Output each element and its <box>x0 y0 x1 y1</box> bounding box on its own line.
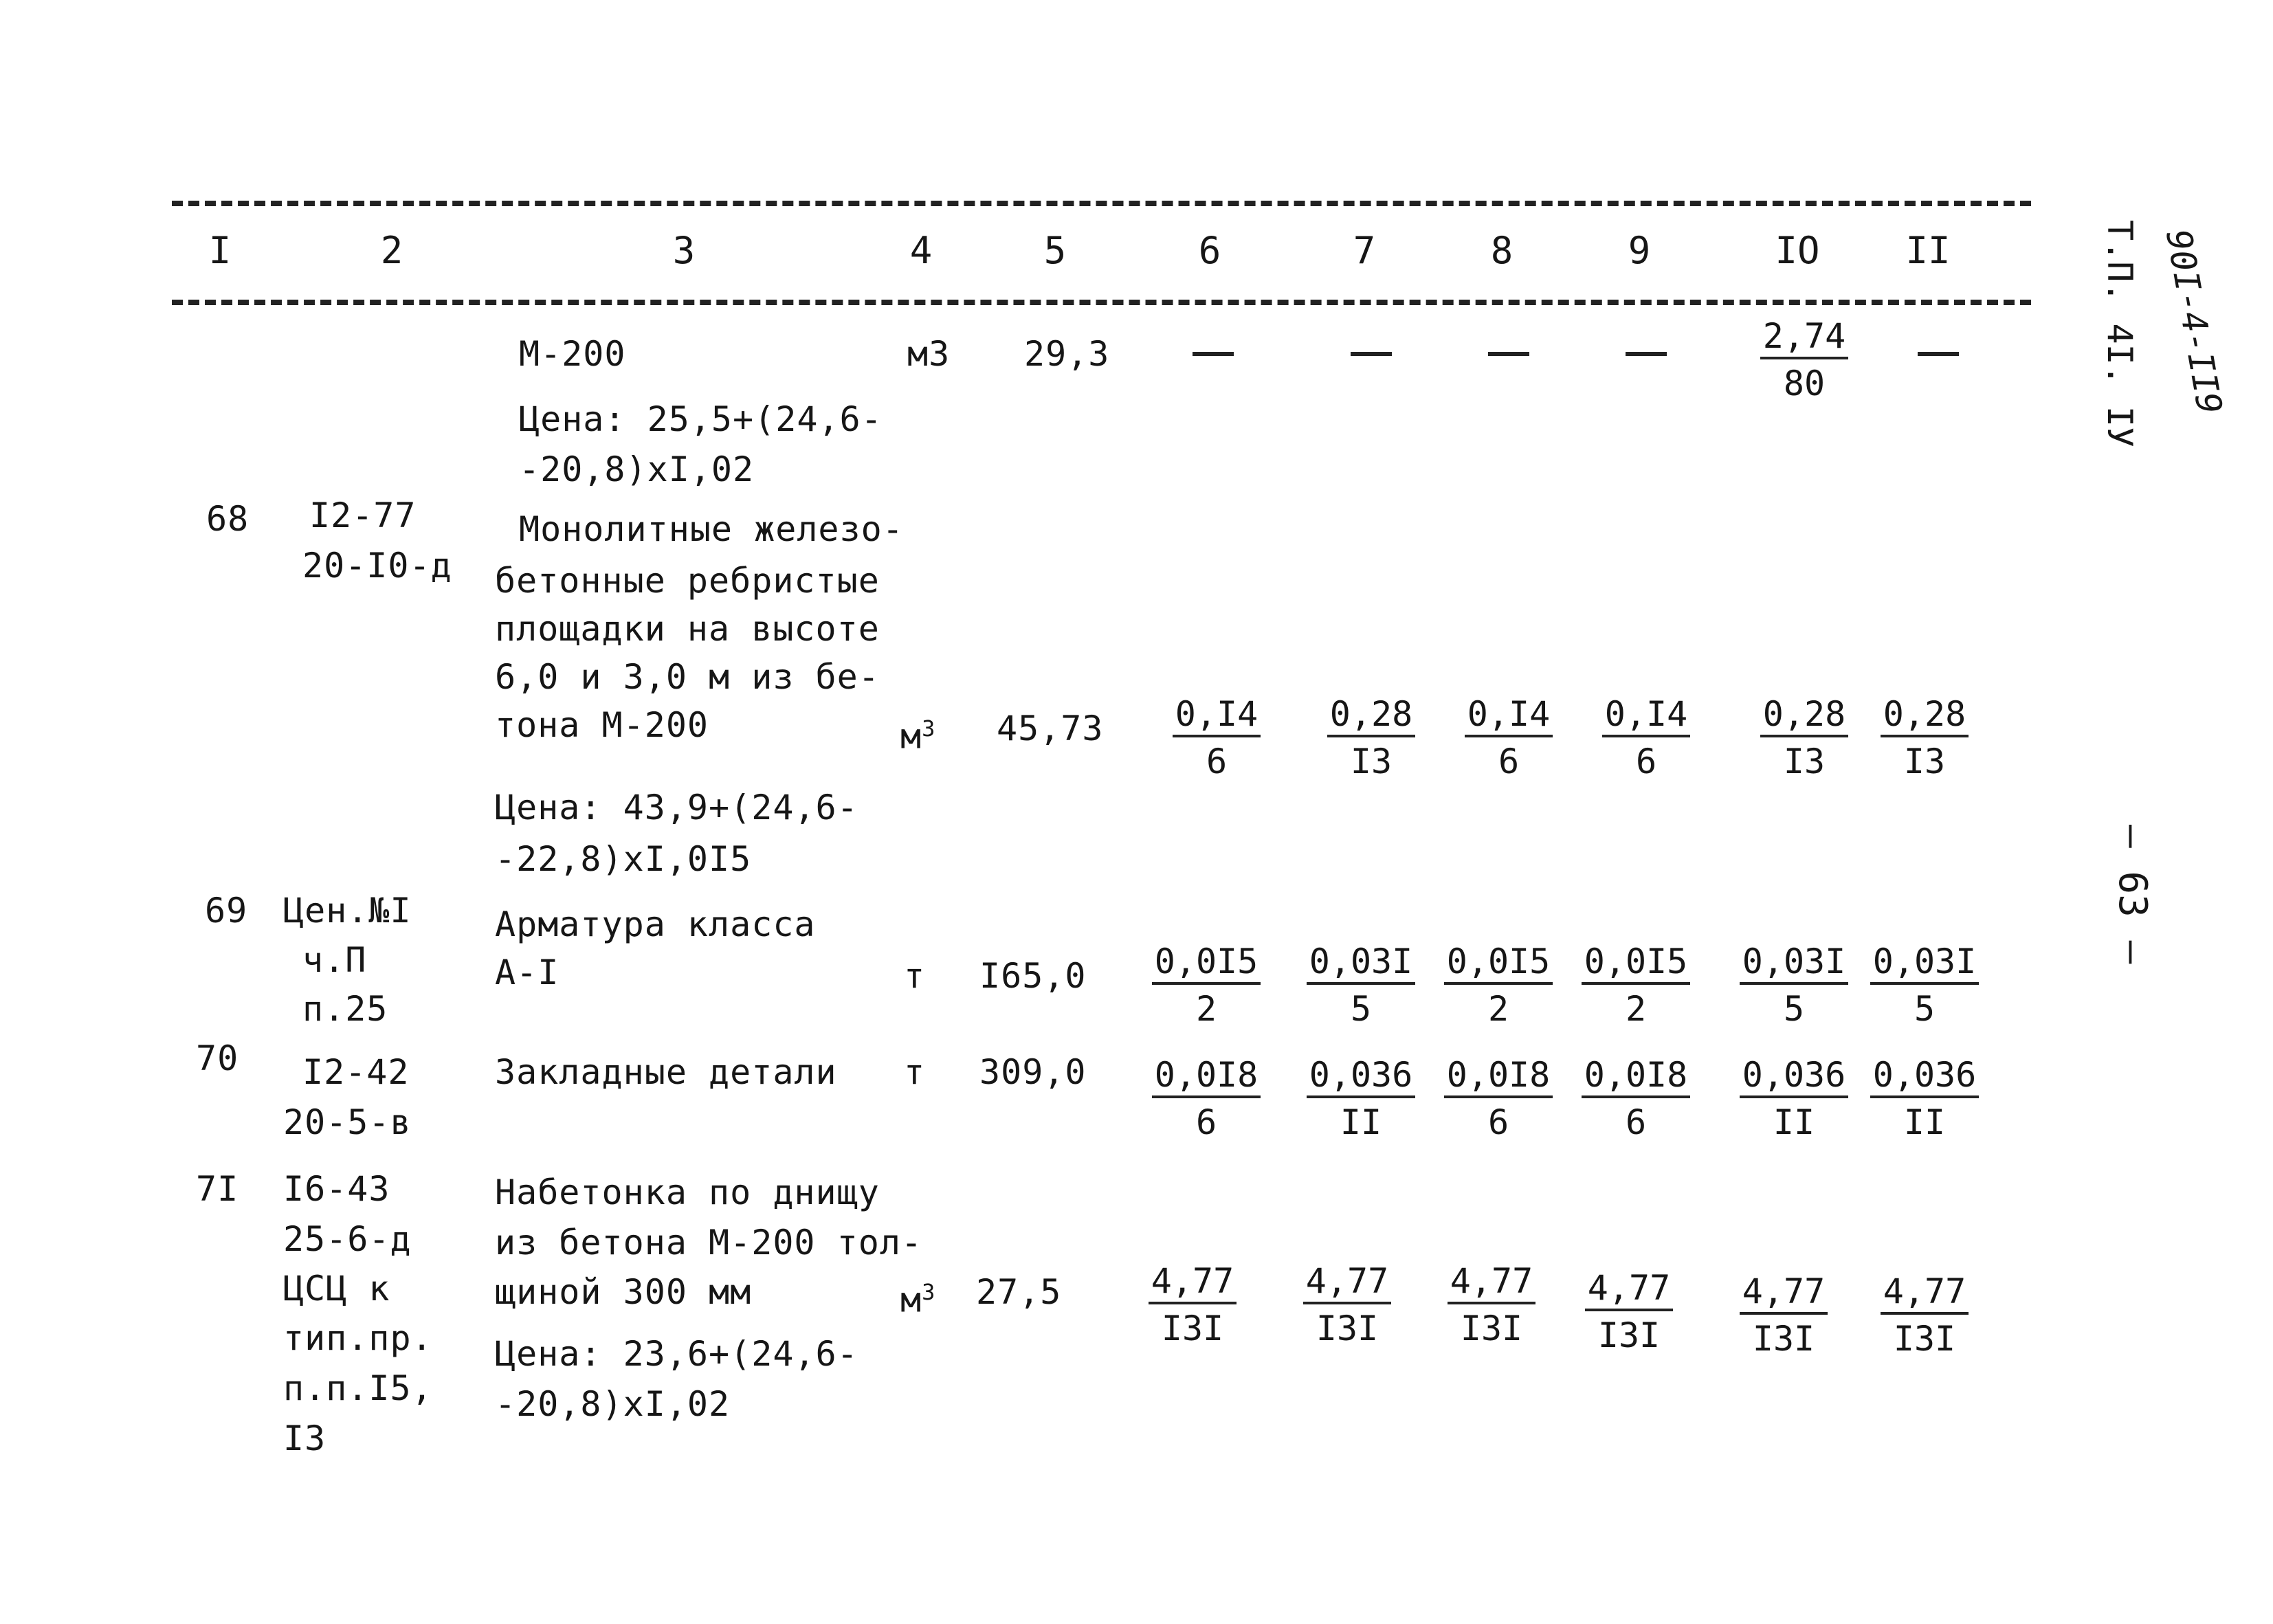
row71-number: 7I <box>196 1169 239 1209</box>
row69-col8: $\frac{0,0I5}{2}$ <box>1440 938 1557 1033</box>
row70-col9: $\frac{0,0I8}{6}$ <box>1577 1052 1694 1146</box>
row69-col9: $\frac{0,0I5}{2}$ <box>1577 938 1694 1033</box>
col-header-4: 4 <box>909 229 933 272</box>
side-handwritten-note: 90I-4-II9 <box>2158 226 2230 417</box>
row68-code2: 20-I0-д <box>302 546 452 586</box>
row70-number: 70 <box>196 1038 239 1078</box>
row71-desc-line1: Набетонка по днищу <box>495 1172 880 1212</box>
col-header-7: 7 <box>1353 229 1376 272</box>
row68-number: 68 <box>206 499 250 539</box>
row71-code-line4: тип.пр. <box>283 1318 433 1358</box>
row68-desc-line3: площадки на высоте <box>495 609 880 649</box>
row68-col7: $\frac{0,28}{I3}$ <box>1313 691 1430 786</box>
col-header-8: 8 <box>1490 229 1514 272</box>
row71-col9: $\frac{4,77}{I3I}$ <box>1571 1265 1687 1359</box>
row68-col9: $\frac{0,I4}{6}$ <box>1588 691 1705 786</box>
row70-col7: $\frac{0,036}{II}$ <box>1302 1052 1419 1146</box>
cont-dash-9 <box>1626 352 1667 356</box>
row68-desc-line2: бетонные ребристые <box>495 561 880 601</box>
cont-dash-7 <box>1351 352 1392 356</box>
row71-desc-line3: щиной 300 мм <box>495 1272 752 1312</box>
row71-col7: $\frac{4,77}{I3I}$ <box>1289 1258 1406 1353</box>
row70-unit: т <box>904 1052 926 1092</box>
col-header-6: 6 <box>1198 229 1221 272</box>
row71-col6: $\frac{4,77}{I3I}$ <box>1134 1258 1251 1353</box>
row71-code-line6: I3 <box>283 1419 326 1458</box>
col-header-11: II <box>1905 229 1951 272</box>
row71-desc-line2: из бетона М-200 тол- <box>495 1223 923 1263</box>
row69-code-line1: Цен.№I <box>283 891 412 931</box>
cont-qty: 29,3 <box>1024 334 1110 374</box>
row71-unit: $м^3$ <box>900 1279 936 1320</box>
col-header-9: 9 <box>1628 229 1651 272</box>
cont-dash-11 <box>1918 352 1959 356</box>
row68-col8: $\frac{0,I4}{6}$ <box>1450 691 1567 786</box>
row68-qty: 45,73 <box>997 709 1104 748</box>
col-header-1: I <box>208 229 232 272</box>
col-header-5: 5 <box>1043 229 1067 272</box>
row69-col7: $\frac{0,03I}{5}$ <box>1302 938 1419 1033</box>
col-header-3: 3 <box>672 229 696 272</box>
cont-dash-8 <box>1488 352 1529 356</box>
row70-col10: $\frac{0,036}{II}$ <box>1736 1052 1852 1146</box>
row68-desc-line4: 6,0 и 3,0 м из бе- <box>495 657 880 697</box>
cont-unit: м3 <box>907 334 951 374</box>
row68-unit: $м^3$ <box>900 715 936 757</box>
row71-code-line5: п.п.I5, <box>283 1368 433 1408</box>
row68-desc-line1: Монолитные железо- <box>519 509 904 549</box>
row70-col6: $\frac{0,0I8}{6}$ <box>1148 1052 1265 1146</box>
cont-material: М-200 <box>519 334 626 374</box>
row70-desc: Закладные детали <box>495 1052 837 1092</box>
row69-unit: т <box>904 956 926 996</box>
row68-price-line2: -22,8)хI,0I5 <box>495 839 752 879</box>
row68-price-line1: Цена: 43,9+(24,6- <box>495 788 858 827</box>
row68-code1: I2-77 <box>309 496 417 535</box>
row69-desc-line2: А-I <box>495 953 559 992</box>
row71-code-line3: ЦСЦ к <box>283 1269 390 1309</box>
row68-col11: $\frac{0,28}{I3}$ <box>1866 691 1983 786</box>
header-bottom-rule <box>172 300 2031 305</box>
row70-code-line1: I2-42 <box>302 1052 410 1092</box>
cont-dash-6 <box>1193 352 1234 356</box>
row71-price-line2: -20,8)хI,02 <box>495 1384 731 1424</box>
row71-col11: $\frac{4,77}{I3I}$ <box>1866 1268 1983 1363</box>
row70-col11: $\frac{0,036}{II}$ <box>1866 1052 1983 1146</box>
row71-col10: $\frac{4,77}{I3I}$ <box>1725 1268 1842 1363</box>
row69-desc-line1: Арматура класса <box>495 904 816 944</box>
side-stamp: Т.П. 4I. IУ <box>2100 220 2140 448</box>
row71-price-line1: Цена: 23,6+(24,6- <box>495 1334 858 1374</box>
header-top-rule <box>172 201 2031 206</box>
row69-col10: $\frac{0,03I}{5}$ <box>1736 938 1852 1033</box>
row69-number: 69 <box>205 891 248 931</box>
row69-code-line2: ч.П <box>302 940 367 980</box>
row69-code-line3: п.25 <box>302 989 388 1029</box>
row68-col6: $\frac{0,I4}{6}$ <box>1158 691 1275 786</box>
row70-qty: 309,0 <box>979 1052 1087 1092</box>
row71-col8: $\frac{4,77}{I3I}$ <box>1433 1258 1550 1353</box>
row69-col11: $\frac{0,03I}{5}$ <box>1866 938 1983 1033</box>
row68-desc-line5: тона М-200 <box>495 705 709 745</box>
cont-col10-value: $\frac{2,74}{80}$ <box>1746 313 1863 408</box>
col-header-2: 2 <box>380 229 403 272</box>
row69-qty: I65,0 <box>979 956 1087 996</box>
col-header-10: IO <box>1775 229 1820 272</box>
page-number: – 63 – <box>2110 825 2155 964</box>
row71-code-line1: I6-43 <box>283 1169 390 1209</box>
row69-col6: $\frac{0,0I5}{2}$ <box>1148 938 1265 1033</box>
row71-qty: 27,5 <box>976 1272 1062 1312</box>
cont-price-line1: Цена: 25,5+(24,6- <box>519 399 883 439</box>
row70-code-line2: 20-5-в <box>283 1102 412 1142</box>
row70-col8: $\frac{0,0I8}{6}$ <box>1440 1052 1557 1146</box>
row68-col10: $\frac{0,28}{I3}$ <box>1746 691 1863 786</box>
row71-code-line2: 25-6-д <box>283 1219 412 1259</box>
cont-price-line2: -20,8)хI,02 <box>519 449 755 489</box>
